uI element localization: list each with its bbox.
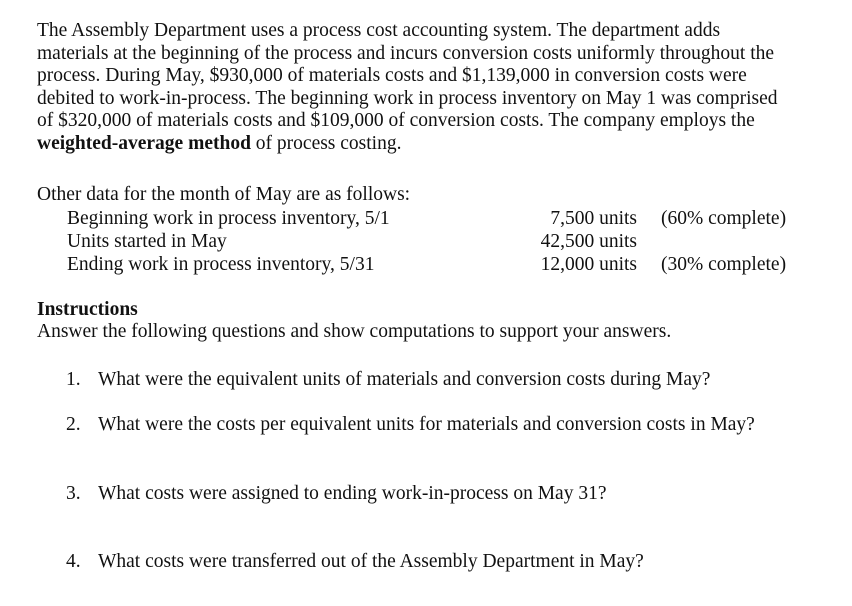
data-row-percent: (30% complete) bbox=[661, 254, 787, 275]
instructions-text: Answer the following questions and show computations to support your answers. bbox=[37, 321, 672, 342]
intro-line: of $320,000 of materials costs and $109,000 of conversion costs. The company employs the bbox=[37, 110, 755, 131]
other-data-title: Other data for the month of May are as follows: bbox=[37, 184, 411, 205]
question-item bbox=[66, 414, 755, 436]
data-row-label: Ending work in process inventory, 5/31 bbox=[67, 254, 375, 275]
question-number: 3. bbox=[66, 483, 81, 504]
data-row-beginning-wip bbox=[67, 207, 807, 230]
question-item bbox=[66, 369, 710, 391]
question-text: What were the costs per equivalent units for materials and conversion costs in May? bbox=[98, 414, 755, 435]
question-text: What were the equivalent units of materials and conversion costs during May? bbox=[98, 369, 711, 390]
intro-paragraph bbox=[37, 20, 817, 155]
question-item bbox=[66, 551, 644, 573]
intro-line-tail: of process costing. bbox=[250, 132, 402, 154]
data-row-units: 42,500 units bbox=[540, 231, 637, 252]
data-row-units: 7,500 units bbox=[550, 208, 637, 229]
method-emphasis: weighted-average method bbox=[37, 132, 251, 154]
question-number: 2. bbox=[66, 414, 81, 435]
instructions-heading: Instructions bbox=[37, 299, 138, 320]
question-text: What costs were transferred out of the Assembly Department in May? bbox=[98, 551, 644, 572]
question-text: What costs were assigned to ending work-in-process on May 31? bbox=[98, 483, 607, 504]
question-item bbox=[66, 483, 607, 505]
data-row-label: Units started in May bbox=[67, 231, 227, 252]
data-row-label: Beginning work in process inventory, 5/1 bbox=[67, 208, 390, 229]
intro-line: materials at the beginning of the process and incurs conversion costs uniformly throughout the bbox=[37, 42, 775, 64]
intro-line: debited to work-in-process. The beginning work in process inventory on May 1 was comprised bbox=[37, 87, 778, 109]
data-row-percent: (60% complete) bbox=[661, 208, 787, 229]
data-row-ending-wip bbox=[67, 253, 807, 276]
data-row-units: 12,000 units bbox=[540, 254, 637, 275]
question-number: 4. bbox=[66, 551, 81, 572]
data-row-units-started bbox=[67, 230, 807, 253]
intro-line: process. During May, $930,000 of materials costs and $1,139,000 in conversion costs were bbox=[37, 65, 747, 86]
question-number: 1. bbox=[66, 369, 81, 390]
intro-last-line bbox=[37, 133, 817, 156]
intro-line: The Assembly Department uses a process cost accounting system. The department adds bbox=[37, 20, 721, 41]
